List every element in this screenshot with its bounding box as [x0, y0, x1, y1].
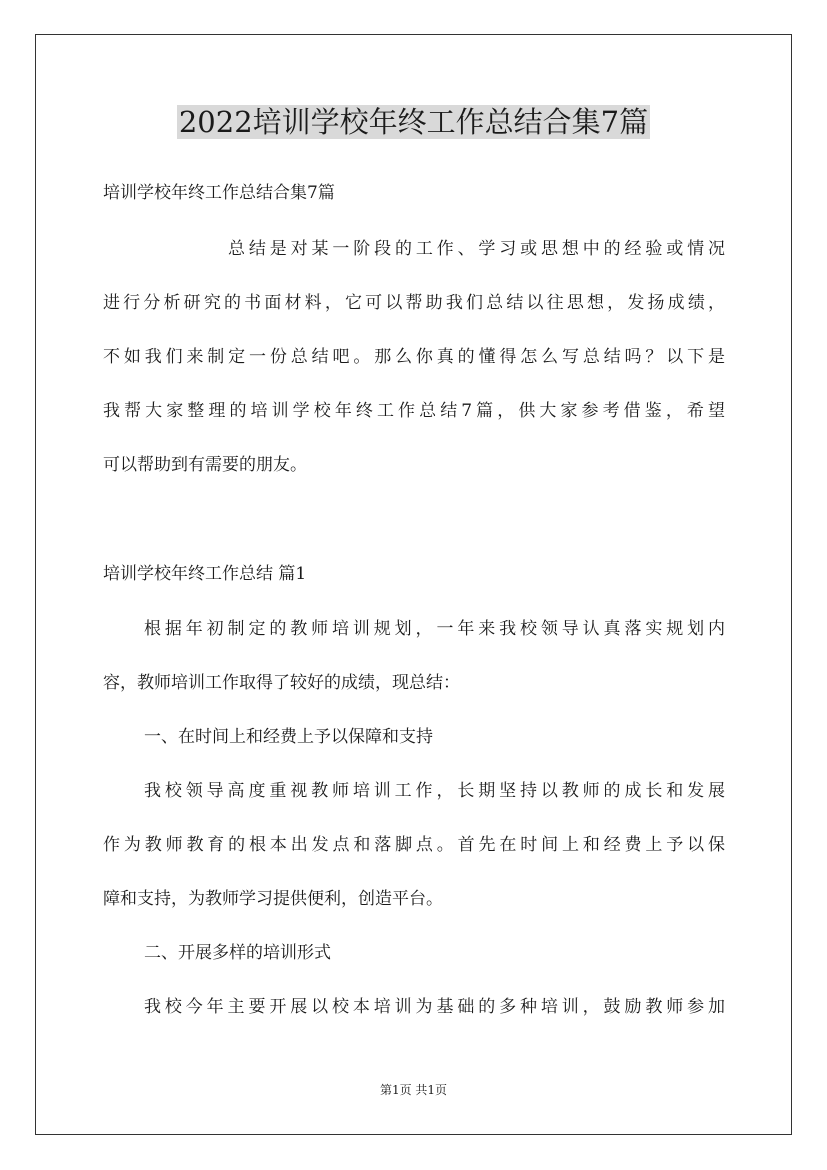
section-heading: 培训学校年终工作总结 篇1: [103, 564, 307, 584]
intro-line-4: 我帮大家整理的培训学校年终工作总结7篇，供大家参考借鉴，希望: [103, 401, 725, 421]
subheading-2: 二、开展多样的培训形式: [144, 943, 331, 963]
body-line-1: 根据年初制定的教师培训规划，一年来我校领导认真落实规划内: [144, 619, 725, 639]
document-title-text: 2022培训学校年终工作总结合集7篇: [178, 105, 649, 139]
subheading-1: 一、在时间上和经费上予以保障和支持: [144, 727, 433, 747]
body-line-5: 障和支持，为教师学习提供便利，创造平台。: [103, 889, 443, 909]
body-line-4: 作为教师教育的根本出发点和落脚点。首先在时间上和经费上予以保: [103, 835, 725, 855]
document-title: [0, 100, 827, 144]
intro-line-5: 可以帮助到有需要的朋友。: [103, 455, 307, 475]
body-line-2: 容，教师培训工作取得了较好的成绩，现总结：: [103, 673, 460, 693]
subtitle-line: 培训学校年终工作总结合集7篇: [103, 183, 335, 203]
body-line-6: 我校今年主要开展以校本培训为基础的多种培训，鼓励教师参加: [144, 997, 725, 1017]
intro-line-3: 不如我们来制定一份总结吧。那么你真的懂得怎么写总结吗？以下是: [103, 347, 725, 367]
intro-line-1: 总结是对某一阶段的工作、学习或思想中的经验或情况: [228, 239, 725, 259]
intro-line-2: 进行分析研究的书面材料，它可以帮助我们总结以往思想，发扬成绩，: [103, 293, 725, 313]
body-line-3: 我校领导高度重视教师培训工作，长期坚持以教师的成长和发展: [144, 781, 725, 801]
page-footer: 第1页 共1页: [379, 1083, 448, 1097]
